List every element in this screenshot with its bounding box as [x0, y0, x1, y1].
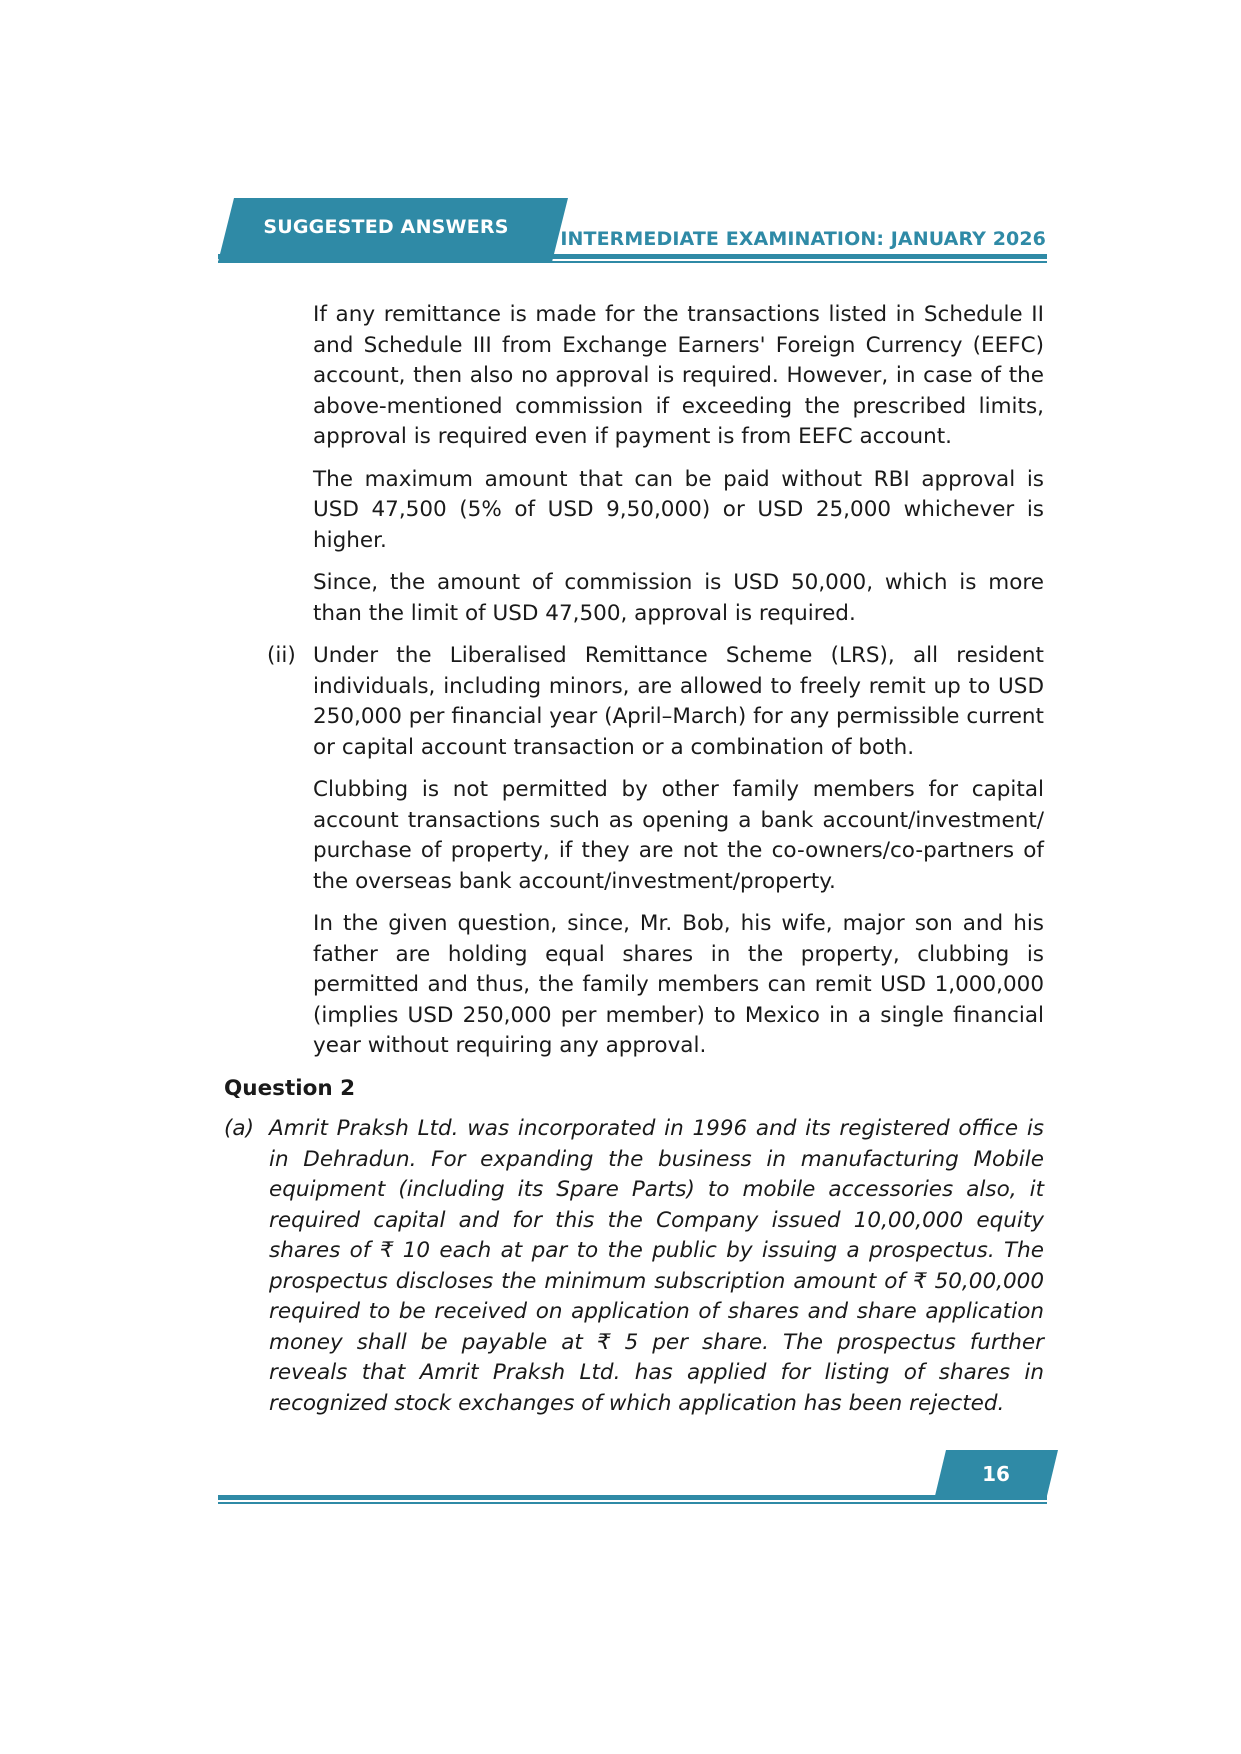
- header-right-label: INTERMEDIATE EXAMINATION: JANUARY 2026: [560, 228, 1046, 250]
- header-rule-thin: [218, 261, 1047, 263]
- paragraph-max-amount: The maximum amount that can be paid without RBI approval is USD 47,500 (5% of USD 9,50,000) or USD 25,000 whichever is higher.: [313, 466, 1044, 553]
- page-number: 16: [982, 1462, 1010, 1486]
- footer-rule-thin: [218, 1502, 1047, 1504]
- paragraph-commission: Since, the amount of commission is USD 50,000, which is more than the limit of USD 47,500, approval is required.: [313, 570, 1044, 626]
- paragraph-eefc: If any remittance is made for the transactions listed in Schedule II and Schedule III from Exchange Earners' Foreign Currency (EEFC) account, then also no approval is required. However, in case of the above-mentioned commission if exceeding the prescribed limits, approval is required even if payment is from EEFC account.: [313, 302, 1044, 449]
- header-rule: [218, 254, 1047, 259]
- list-marker: (ii): [267, 643, 296, 668]
- paragraph-clubbing: Clubbing is not permitted by other family members for capital account transactions such as opening a bank account/investment/ purchase of property, if they are not the co-owners/co-partners of the overseas bank account/investment/property.: [313, 777, 1044, 894]
- question-heading: Question 2: [224, 1075, 356, 1101]
- list-item-ii: [267, 641, 1044, 763]
- list-item-text: Under the Liberalised Remittance Scheme (LRS), all resident individuals, including minors, are allowed to freely remit up to USD 250,000 per financial year (April–March) for any permissible current or capital account transaction or a combination of both.: [313, 643, 1044, 760]
- question-2a: [224, 1114, 1044, 1419]
- footer-rule: [218, 1495, 1047, 1500]
- question-text: Amrit Praksh Ltd. was incorporated in 1996 and its registered office is in Dehradun. For expanding the business in manufacturing Mobile equipment (including its Spare Parts) to mobile accessories also, it required capital and for this the Company issued 10,00,000 equity shares of ₹ 10 each at par to the public by issuing a prospectus. The prospectus discloses the minimum subscription amount of ₹ 50,00,000 required to be received on application of shares and share application money shall be payable at ₹ 5 per share. The prospectus further reveals that Amrit Praksh Ltd. has applied for listing of shares in recognized stock exchanges of which application has been rejected.: [269, 1116, 1044, 1416]
- question-marker: (a): [224, 1116, 254, 1141]
- header-left-label: SUGGESTED ANSWERS: [263, 216, 509, 238]
- paragraph-given-question: In the given question, since, Mr. Bob, his wife, major son and his father are holding equal shares in the property, clubbing is permitted and thus, the family members can remit USD 1,000,000 (implies USD 250,000 per member) to Mexico in a single financial year without requiring any approval.: [313, 911, 1044, 1058]
- page-content: [224, 300, 1044, 1419]
